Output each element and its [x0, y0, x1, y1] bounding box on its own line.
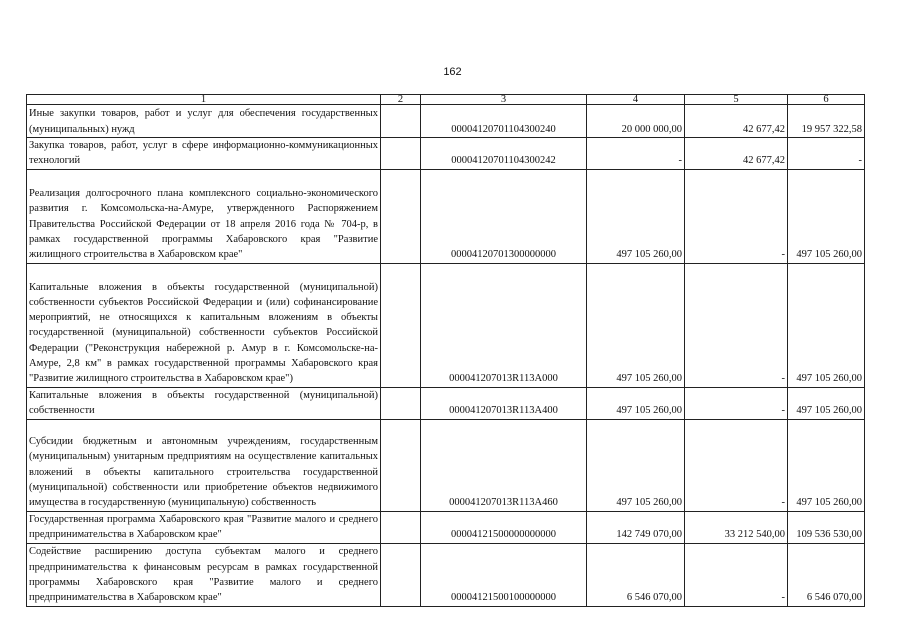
row-value-4: 142 749 070,00	[587, 511, 685, 543]
row-col2	[381, 263, 421, 387]
row-col2	[381, 169, 421, 263]
row-code: 00004121500100000000	[421, 543, 587, 606]
row-value-4: 497 105 260,00	[587, 263, 685, 387]
row-name: Закупка товаров, работ, услуг в сфере информационно-коммуникационных технологий	[27, 138, 381, 170]
row-col2	[381, 105, 421, 138]
column-header: 6	[788, 95, 865, 105]
table-row	[27, 543, 865, 606]
row-value-6: 6 546 070,00	[788, 543, 865, 606]
table-row	[27, 511, 865, 543]
row-value-5: -	[685, 263, 788, 387]
budget-table	[26, 94, 865, 607]
row-col2	[381, 511, 421, 543]
row-name: Содействие расширению доступа субъектам малого и среднего предпринимательства к финансовым ресурсам в рамках государственной программы Хабаровского края "Развитие малого и среднего предпринимательства в Хабаровском крае"	[27, 543, 381, 606]
row-code: 00004120701104300240	[421, 105, 587, 138]
row-col2	[381, 419, 421, 511]
row-value-4: 497 105 260,00	[587, 419, 685, 511]
row-value-5: -	[685, 419, 788, 511]
table-row	[27, 138, 865, 170]
row-value-4: 497 105 260,00	[587, 387, 685, 419]
row-code: 000041207013R113A000	[421, 263, 587, 387]
table-row	[27, 263, 865, 387]
row-value-4: 20 000 000,00	[587, 105, 685, 138]
row-name: Иные закупки товаров, работ и услуг для обеспечения государственных (муниципальных) нужд	[27, 105, 381, 138]
row-name: Капитальные вложения в объекты государственной (муниципальной) собственности	[27, 387, 381, 419]
row-code: 00004121500000000000	[421, 511, 587, 543]
row-value-6: 497 105 260,00	[788, 419, 865, 511]
row-value-5: -	[685, 387, 788, 419]
row-code: 00004120701300000000	[421, 169, 587, 263]
row-value-5: 33 212 540,00	[685, 511, 788, 543]
column-header: 4	[587, 95, 685, 105]
row-value-5: -	[685, 543, 788, 606]
row-col2	[381, 138, 421, 170]
table-row	[27, 419, 865, 511]
row-col2	[381, 387, 421, 419]
row-value-6: 19 957 322,58	[788, 105, 865, 138]
row-code: 00004120701104300242	[421, 138, 587, 170]
column-header: 3	[421, 95, 587, 105]
row-value-6: 497 105 260,00	[788, 387, 865, 419]
table-row	[27, 169, 865, 263]
row-value-5: -	[685, 169, 788, 263]
page-number: 162	[443, 66, 462, 78]
row-name: Реализация долгосрочного плана комплексного социально-экономического развития г. Комсомольска-на-Амуре, утвержденного Распоряжением Правительства Российской Федерации от 18 апреля 2016 года № 704-р, в рамках государственной программы Хабаровского края "Развитие жилищного строительства в Хабаровском крае"	[27, 169, 381, 263]
row-col2	[381, 543, 421, 606]
row-value-4: 6 546 070,00	[587, 543, 685, 606]
row-code: 000041207013R113A460	[421, 419, 587, 511]
row-value-6: 109 536 530,00	[788, 511, 865, 543]
table-header-row	[27, 95, 865, 105]
column-header: 1	[27, 95, 381, 105]
row-name: Капитальные вложения в объекты государственной (муниципальной) собственности субъектов Российской Федерации и (или) софинансирование мероприятий, не относящихся к капитальным вложениям в объекты государственной (муниципальной) собственности субъектов Российской Федерации ("Реконструкция набережной р. Амур в г. Комсомольске-на-Амуре, 2,8 км" в рамках государственной программы Хабаровского края "Развитие жилищного строительства в Хабаровском крае")	[27, 263, 381, 387]
row-value-5: 42 677,42	[685, 105, 788, 138]
column-header: 2	[381, 95, 421, 105]
table-row	[27, 105, 865, 138]
row-value-6: -	[788, 138, 865, 170]
table-row	[27, 387, 865, 419]
row-value-4: 497 105 260,00	[587, 169, 685, 263]
row-value-5: 42 677,42	[685, 138, 788, 170]
row-code: 000041207013R113A400	[421, 387, 587, 419]
row-value-6: 497 105 260,00	[788, 263, 865, 387]
row-name: Государственная программа Хабаровского края "Развитие малого и среднего предпринимательства в Хабаровском крае"	[27, 511, 381, 543]
row-name: Субсидии бюджетным и автономным учреждениям, государственным (муниципальным) унитарным предприятиям на осуществление капитальных вложений в объекты капитального строительства государственной (муниципальной) собственности или приобретение объектов недвижимого имущества в государственную (муниципальную) собственность	[27, 419, 381, 511]
row-value-6: 497 105 260,00	[788, 169, 865, 263]
row-value-4: -	[587, 138, 685, 170]
column-header: 5	[685, 95, 788, 105]
